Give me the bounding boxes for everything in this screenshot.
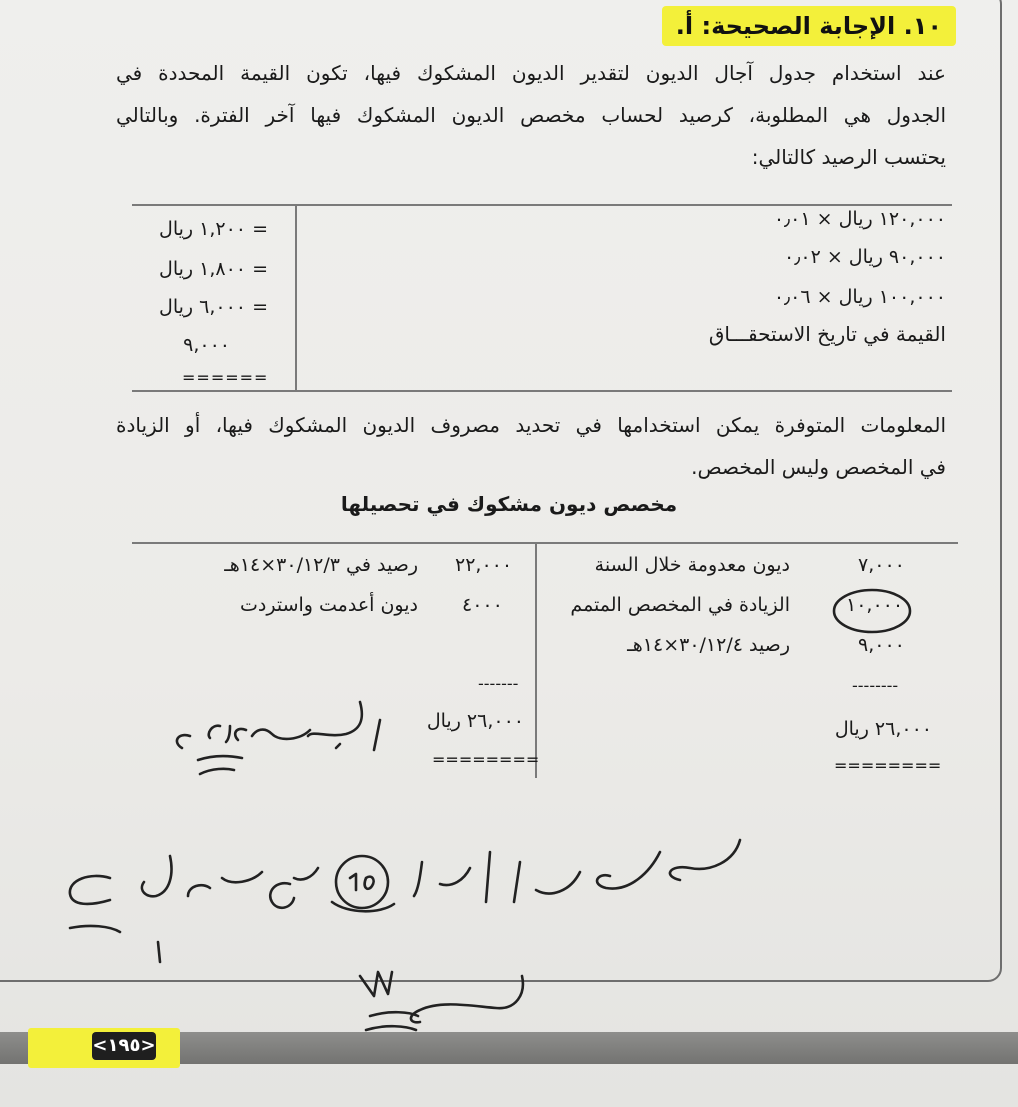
- debit-amount: ٧,٠٠٠: [858, 554, 905, 576]
- handwritten-note-sabiqan: [160, 690, 390, 800]
- credit-amount: ٤٠٠٠: [462, 594, 503, 616]
- t-account-divider: [535, 542, 537, 778]
- credit-amount: ٢٢,٠٠٠: [455, 554, 513, 576]
- paragraph-1-line: عند استخدام جدول آجال الديون لتقدير الديون المشكوك فيها، تكون القيمة المحددة في: [116, 61, 946, 85]
- handwritten-circle: [826, 584, 926, 640]
- debit-amount: ٩,٠٠٠: [858, 634, 905, 656]
- account-title: مخصص ديون مشكوك في تحصيلها: [340, 492, 678, 516]
- credit-total: ٢٦,٠٠٠ ريال: [426, 710, 524, 732]
- calc-result: = ١,٢٠٠ ريال: [159, 218, 268, 240]
- debit-total: ٢٦,٠٠٠ ريال: [834, 718, 932, 740]
- debit-label: ديون معدومة خلال السنة: [594, 554, 790, 576]
- credit-label: ديون أعدمت واستردت: [240, 594, 418, 616]
- paragraph-2-line: في المخصص وليس المخصص.: [691, 455, 946, 479]
- calc-expression: القيمة في تاريخ الاستحقـــاق: [708, 322, 946, 346]
- paragraph-2-line: المعلومات المتوفرة يمكن استخدامها في تحديد مصروف الديون المشكوك فيها، أو الزيادة: [116, 413, 946, 437]
- debit-label: الزيادة في المخصص المتمم: [570, 594, 790, 616]
- handwritten-score: [340, 960, 560, 1040]
- debit-double-rule: ========: [834, 756, 942, 775]
- calc-expression: ١٢٠,٠٠٠ ريال × ٠٫٠١: [773, 208, 946, 230]
- calc-total: ٩,٠٠٠: [183, 334, 230, 356]
- calc-result: = ٦,٠٠٠ ريال: [159, 296, 268, 318]
- paragraph-1-line: الجدول هي المطلوبة، كرصيد لحساب مخصص الديون المشكوك فيها آخر الفترة. وبالتالي: [116, 103, 946, 127]
- credit-double-rule: ========: [432, 750, 540, 769]
- total-double-rule: ======: [182, 368, 269, 387]
- calc-expression: ١٠٠,٠٠٠ ريال × ٠٫٠٦: [773, 286, 946, 308]
- calc-result: = ١,٨٠٠ ريال: [159, 258, 268, 280]
- t-account-top-rule: [132, 542, 958, 544]
- debit-amount: ١٠,٠٠٠: [846, 594, 904, 616]
- paragraph-1: [116, 52, 946, 178]
- page-number: <١٩٥>: [92, 1032, 156, 1060]
- paragraph-1-line: يحتسب الرصيد كالتالي:: [751, 145, 946, 169]
- credit-dash-rule: -------: [478, 674, 519, 693]
- credit-label: رصيد في ٣٠/١٢/٣×١٤هـ: [224, 554, 418, 576]
- debit-label: رصيد ٣٠/١٢/٤×١٤هـ: [627, 634, 790, 656]
- calc-expression: ٩٠,٠٠٠ ريال × ٠٫٠٢: [784, 246, 946, 268]
- table-top-rule: [132, 204, 952, 206]
- table-bottom-rule: [132, 390, 952, 392]
- paragraph-2: [116, 404, 946, 488]
- answer-heading: ١٠. الإجابة الصحيحة: أ.: [662, 6, 956, 46]
- debit-dash-rule: --------: [852, 676, 899, 695]
- table-divider: [295, 204, 297, 392]
